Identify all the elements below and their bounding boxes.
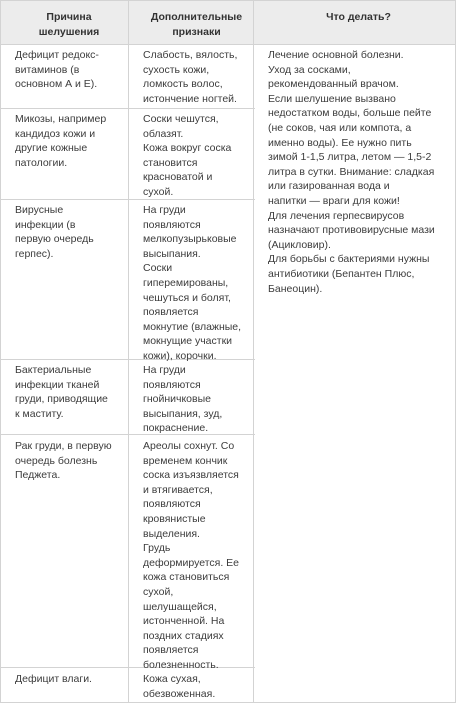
- cause-cell: Дефицит редокс- витаминов (в основном А и Е).: [15, 49, 99, 91]
- symptoms-cell: Соски чешутся, облазят. Кожа вокруг соска становится красноватой и сухой.: [143, 113, 232, 198]
- header-cause: Причина шелушения: [1, 1, 129, 45]
- symptoms-cell: На груди появляются мелкопузырьковые высыпания. Соски гиперемированы, чешуться и болят, появляется мокнутие (влажные, мокнущие участки кожи), корочки.: [143, 204, 242, 362]
- symptoms-cell: Кожа сухая, обезвоженная.: [143, 673, 216, 700]
- cause-cell: Дефицит влаги.: [15, 673, 92, 685]
- header-action: Что делать?: [254, 1, 455, 45]
- row-divider: [1, 108, 255, 109]
- action-cell: Лечение основной болезни. Уход за сосками, рекомендованный врачом. Если шелушение вызвано недостатком воды, больше пейте (не соков, чая или компота, а именно воды). Ее нужно пить зимой 1-1,5 литра, летом — 1,5-2 литра в сутки. Внимание: сладкая или газированная вода и напитки — враги для кожи! Для лечения герпесвирусов назначают противовирусные мази (Ацикловир). Для борьбы с бактериями нужны антибиотики (Бепантен Плюс, Банеоцин).: [268, 49, 435, 295]
- cause-cell: Бактериальные инфекции тканей груди, приводящие к маститу.: [15, 364, 108, 420]
- symptoms-cell: Ареолы сохнут. Со временем кончик соска изъязвляется и втягивается, появляются кровянистые выделения. Грудь деформируется. Ее кожа становиться сухой, шелушащейся, истонченной. На поздних стадиях появляется болезненность.: [143, 440, 240, 671]
- header-symptoms: Дополнительные признаки: [129, 1, 254, 45]
- symptoms-cell: На груди появляются гнойничковые высыпания, зуд, покраснение.: [143, 364, 223, 435]
- cause-cell: Вирусные инфекции (в первую очередь герпес).: [15, 204, 94, 260]
- cause-cell: Микозы, например кандидоз кожи и другие кожные патологии.: [15, 113, 107, 169]
- row-divider: [1, 44, 455, 45]
- symptoms-cell: Слабость, вялость, сухость кожи, ломкость волос, истончение ногтей.: [143, 49, 238, 105]
- cause-cell: Рак груди, в первую очередь болезнь Педжета.: [15, 440, 112, 482]
